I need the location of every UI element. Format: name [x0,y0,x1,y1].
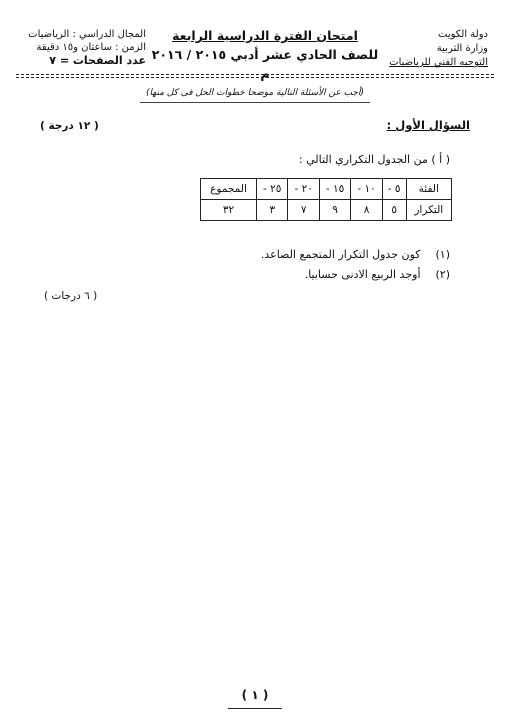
exam-title: امتحان الفترة الدراسية الرابعة [172,28,358,43]
item-text: أوجد الربيع الادنى حسابيا. [304,268,421,281]
header-info-block [16,28,146,67]
table-cell: ١٥ - [319,179,350,200]
table-cell: ٣٢ [201,200,257,221]
header-country: دولة الكويت [438,29,488,40]
list-item [305,268,450,281]
item-number: (١) [435,248,450,261]
table-cell: المجموع [201,179,257,200]
list-item [261,248,450,261]
table-cell: التكرار [406,200,451,221]
table-cell: ٨ [351,200,382,221]
header-subject: المجال الدراسي : الرياضيات [28,29,146,40]
table-cell: ٥ [382,200,406,221]
header-department: التوجيه الفني للرياضيات [389,57,488,68]
page-number-underline [228,708,282,709]
table-cell: الفئة [406,179,451,200]
header-page-count: عدد الصفحات = ٧ [49,54,146,67]
instructions-text: (أجب عن الأسئلة التالية موضحا خطوات الحل فى كل منها) [145,88,364,98]
header-duration: الزمن : ساعتان و١٥ دقيقة [36,42,146,53]
question-one-marks: ( ١٢ درجة ) [40,120,99,132]
item-text: كون جدول التكرار المتجمع الصاعد. [260,248,421,261]
exam-grade-year: للصف الحادي عشر أدبي ٢٠١٥ / ٢٠١٦ م [151,47,379,81]
header-divider-top [16,74,494,75]
header-ministry: وزارة التربية [436,43,488,54]
table-header-row [201,179,452,200]
item-number: (٢) [435,268,450,281]
part-a-marks: ( ٦ درجات ) [44,290,98,302]
page-number: ( ١ ) [241,688,269,702]
table-cell: ٧ [288,200,319,221]
header-divider-bottom [16,77,494,78]
header-ministry-block [368,28,488,70]
table-cell: ٩ [319,200,350,221]
table-row [201,200,452,221]
table-cell: ٣ [257,200,288,221]
table-cell: ١٠ - [351,179,382,200]
table-cell: ٥ - [382,179,406,200]
part-a-prompt: ( أ ) من الجدول التكراري التالي : [298,153,450,166]
table-cell: ٢٠ - [288,179,319,200]
frequency-table [200,178,452,221]
table-cell: ٢٥ - [257,179,288,200]
question-one-title: السؤال الأول : [386,118,470,132]
